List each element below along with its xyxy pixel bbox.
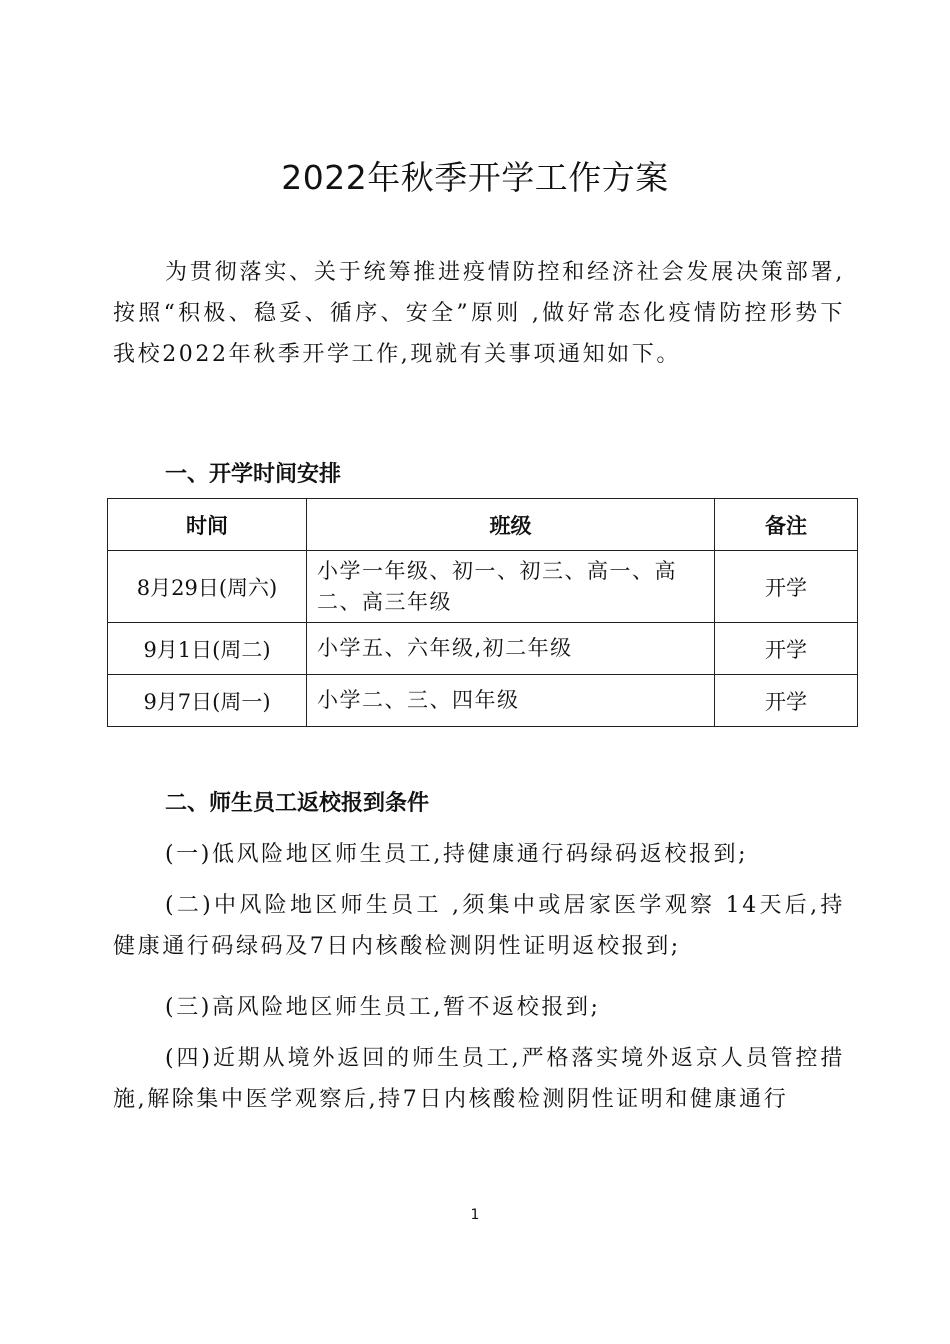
header-time: 时间	[108, 499, 307, 551]
condition-item-4: (四)近期从境外返回的师生员工,严格落实境外返京人员管控措施,解除集中医学观察后,持7日内核酸检测阴性证明和健康通行	[113, 1046, 845, 1112]
schedule-table	[107, 498, 858, 727]
page-number: 1	[470, 1207, 480, 1223]
table-header-row	[108, 499, 858, 551]
condition-item-2: (二)中风险地区师生员工 ,须集中或居家医学观察 14天后,持健康通行码绿码及7日内核酸检测阴性证明返校报到;	[113, 893, 845, 959]
condition-item-1: (一)低风险地区师生员工,持健康通行码绿码返校报到;	[165, 842, 749, 867]
cell-classes: 小学一年级、初一、初三、高一、高二、高三年级	[307, 551, 715, 623]
cell-note: 开学	[715, 675, 858, 727]
section-heading-schedule: 一、开学时间安排	[165, 462, 342, 487]
condition-item-3: (三)高风险地区师生员工,暂不返校报到;	[165, 995, 601, 1020]
table-row	[108, 551, 858, 623]
table-row	[108, 675, 858, 727]
intro-paragraph: 为贯彻落实、关于统筹推进疫情防控和经济社会发展决策部署,按照“积极、稳妥、循序、安全”原则 ,做好常态化疫情防控形势下我校2022年秋季开学工作,现就有关事项通知如下。	[113, 260, 845, 367]
header-class: 班级	[307, 499, 715, 551]
cell-note: 开学	[715, 551, 858, 623]
document-title: 2022年秋季开学工作方案	[281, 158, 669, 197]
cell-time: 8月29日(周六)	[108, 551, 307, 623]
header-note: 备注	[715, 499, 858, 551]
cell-classes: 小学二、三、四年级	[307, 675, 715, 727]
section-heading-conditions: 二、师生员工返校报到条件	[165, 791, 430, 816]
cell-classes: 小学五、六年级,初二年级	[307, 623, 715, 675]
cell-time: 9月7日(周一)	[108, 675, 307, 727]
cell-note: 开学	[715, 623, 858, 675]
cell-time: 9月1日(周二)	[108, 623, 307, 675]
table-row	[108, 623, 858, 675]
